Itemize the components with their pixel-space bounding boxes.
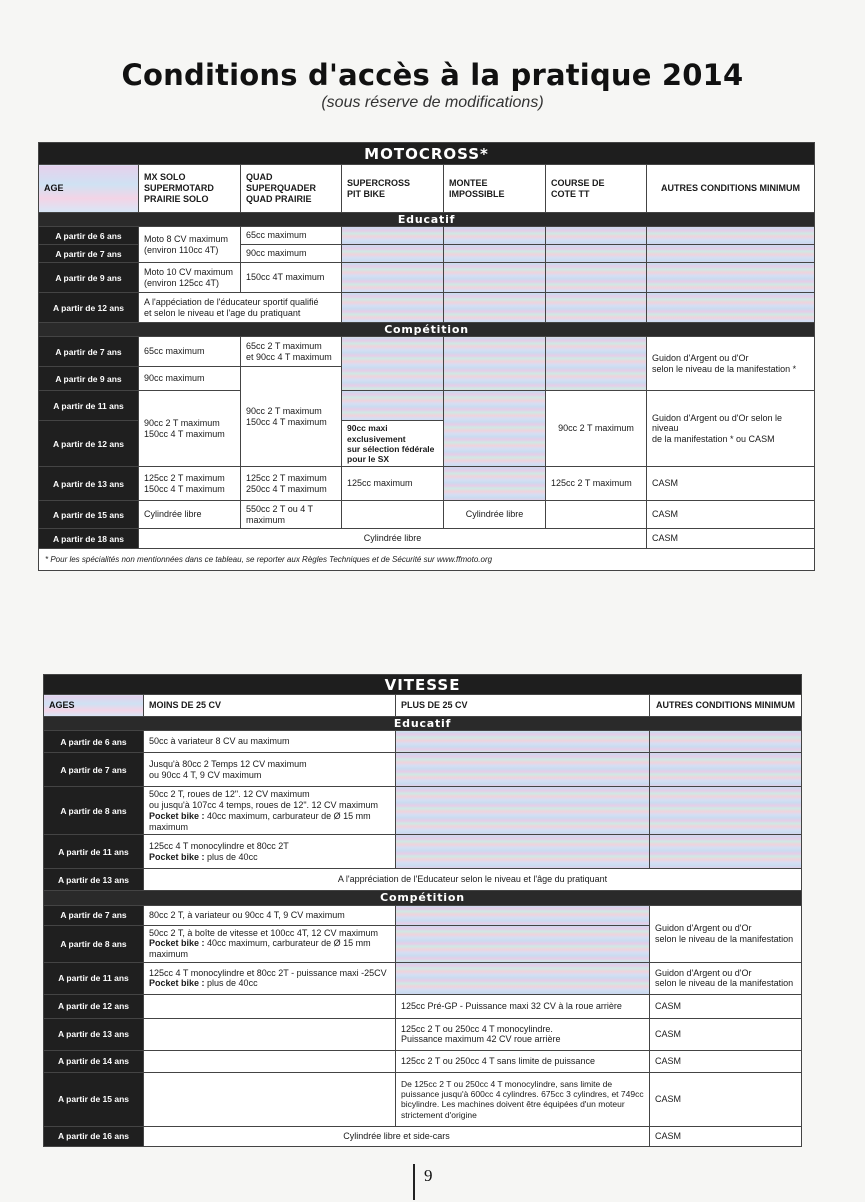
empty-cell — [342, 227, 444, 245]
table-cell — [144, 787, 396, 835]
header-ages: AGES — [44, 695, 144, 717]
age-label: A partir de 6 ans — [39, 227, 139, 245]
cell-text: plus de 40cc — [204, 851, 258, 862]
age-label: A partir de 11 ans — [44, 835, 144, 869]
empty-cell — [546, 245, 647, 263]
cell-text: 125cc 4 T monocylindre et 80cc 2T - puissance maxi -25CV — [149, 967, 387, 978]
table-cell: CASM — [650, 1126, 802, 1146]
page-subtitle: (sous réserve de modifications) — [321, 94, 544, 111]
table-cell: Guidon d'Argent ou d'Or selon le niveau de la manifestation * ou CASM — [647, 391, 815, 467]
table-cell — [144, 962, 396, 994]
table-cell: CASM — [650, 1050, 802, 1072]
table-cell: 65cc maximum — [241, 227, 342, 245]
table-cell: 550cc 2 T ou 4 T maximum — [241, 501, 342, 529]
age-label: A partir de 12 ans — [44, 994, 144, 1018]
table-cell: 80cc 2 T, à variateur ou 90cc 4 T, 9 CV maximum — [144, 905, 396, 925]
table-cell: CASM — [650, 1018, 802, 1050]
table-cell: 125cc 2 T maximum 150cc 4 T maximum — [139, 467, 241, 501]
header-supercross: SUPERCROSS PIT BIKE — [342, 165, 444, 213]
empty-cell — [444, 293, 546, 323]
pocket-bike-label: Pocket bike : — [149, 810, 205, 821]
footnote: * Pour les spécialités non mentionnées dans ce tableau, se reporter aux Règles Techniques et de Sécurité sur www.ffmoto.org — [39, 549, 815, 571]
header-autres-conditions: AUTRES CONDITIONS MINIMUM — [650, 695, 802, 717]
table-cell: CASM — [650, 1072, 802, 1126]
table-cell: CASM — [647, 501, 815, 529]
age-label: A partir de 8 ans — [44, 787, 144, 835]
age-label: A partir de 14 ans — [44, 1050, 144, 1072]
age-label: A partir de 15 ans — [44, 1072, 144, 1126]
table-cell: Guidon d'Argent ou d'Or selon le niveau de la manifestation * — [647, 337, 815, 391]
section-educatif: Educatif — [39, 213, 815, 227]
empty-cell — [546, 227, 647, 245]
age-label: A partir de 18 ans — [39, 529, 139, 549]
empty-cell — [144, 1050, 396, 1072]
empty-cell — [396, 962, 650, 994]
age-label: A partir de 16 ans — [44, 1126, 144, 1146]
empty-cell — [444, 245, 546, 263]
age-label: A partir de 13 ans — [44, 1018, 144, 1050]
table-cell: 50cc à variateur 8 CV au maximum — [144, 731, 396, 753]
table-cell: Jusqu'à 80cc 2 Temps 12 CV maximum ou 90cc 4 T, 9 CV maximum — [144, 753, 396, 787]
cell-text: 125cc 4 T monocylindre et 80cc 2T — [149, 841, 289, 852]
section-educatif: Educatif — [44, 717, 802, 731]
empty-cell — [546, 337, 647, 391]
vitesse-table — [43, 674, 802, 1147]
pocket-bike-label: Pocket bike : — [149, 851, 205, 862]
empty-cell — [647, 227, 815, 245]
empty-cell — [650, 787, 802, 835]
motocross-table — [38, 142, 815, 571]
table-cell: 90cc maxi exclusivement sur sélection fédérale pour le SX — [342, 421, 444, 467]
age-label: A partir de 6 ans — [44, 731, 144, 753]
header-autres-conditions: AUTRES CONDITIONS MINIMUM — [647, 165, 815, 213]
header-moins-25cv: MOINS DE 25 CV — [144, 695, 396, 717]
section-competition: Compétition — [39, 323, 815, 337]
table-cell: CASM — [647, 529, 815, 549]
empty-cell — [444, 263, 546, 293]
empty-cell — [647, 263, 815, 293]
table-cell: 125cc Pré-GP - Puissance maxi 32 CV à la roue arrière — [396, 994, 650, 1018]
table-cell: A l'appréciation de l'Educateur selon le niveau et l'âge du pratiquant — [144, 869, 802, 891]
empty-cell — [144, 1018, 396, 1050]
empty-cell — [342, 293, 444, 323]
empty-cell — [546, 501, 647, 529]
table-cell: 90cc maximum — [241, 245, 342, 263]
table-cell: 125cc maximum — [342, 467, 444, 501]
cell-text: 50cc 2 T, roues de 12". 12 CV maximum ou jusqu'à 107cc 4 temps, roues de 12". 12 CV maximum — [149, 789, 379, 810]
age-label: A partir de 8 ans — [44, 925, 144, 962]
age-label: A partir de 15 ans — [39, 501, 139, 529]
empty-cell — [144, 1072, 396, 1126]
table-cell: 90cc 2 T maximum 150cc 4 T maximum — [139, 391, 241, 467]
table-cell: A l'appéciation de l'éducateur sportif qualifié et selon le niveau et l'age du pratiquant — [139, 293, 342, 323]
table-cell: Cylindrée libre — [139, 529, 647, 549]
age-label: A partir de 7 ans — [39, 337, 139, 367]
table-cell: CASM — [647, 467, 815, 501]
age-label: A partir de 12 ans — [39, 421, 139, 467]
table-cell — [144, 835, 396, 869]
table-cell: Guidon d'Argent ou d'Or selon le niveau de la manifestation — [650, 905, 802, 962]
pocket-bike-label: Pocket bike : — [149, 978, 205, 989]
table-cell: 125cc 2 T maximum 250cc 4 T maximum — [241, 467, 342, 501]
empty-cell — [396, 835, 650, 869]
age-label: A partir de 12 ans — [39, 293, 139, 323]
table-cell: 90cc maximum — [139, 367, 241, 391]
empty-cell — [342, 337, 444, 391]
age-label: A partir de 7 ans — [44, 905, 144, 925]
empty-cell — [647, 293, 815, 323]
age-label: A partir de 13 ans — [44, 869, 144, 891]
empty-cell — [546, 263, 647, 293]
table-cell: Cylindrée libre — [139, 501, 241, 529]
empty-cell — [396, 925, 650, 962]
table-cell: CASM — [650, 994, 802, 1018]
empty-cell — [444, 467, 546, 501]
cell-text: 50cc 2 T, à boîte de vitesse et 100cc 4T, 12 CV maximum — [149, 927, 378, 938]
empty-cell — [444, 337, 546, 391]
empty-cell — [647, 245, 815, 263]
table-cell: 65cc 2 T maximum et 90cc 4 T maximum — [241, 337, 342, 367]
table-cell: 125cc 2 T ou 250cc 4 T monocylindre. Puissance maximum 42 CV roue arrière — [396, 1018, 650, 1050]
cell-text: 40cc maximum, carburateur de Ø 15 mm maximum — [149, 938, 371, 960]
age-label: A partir de 11 ans — [44, 962, 144, 994]
header-plus-25cv: PLUS DE 25 CV — [396, 695, 650, 717]
table-cell: 125cc 2 T ou 250cc 4 T sans limite de puissance — [396, 1050, 650, 1072]
header-montee-impossible: MONTEE IMPOSSIBLE — [444, 165, 546, 213]
cell-text: plus de 40cc — [204, 978, 258, 989]
header-quad: QUAD SUPERQUADER QUAD PRAIRIE — [241, 165, 342, 213]
header-age: AGE — [39, 165, 139, 213]
age-label: A partir de 13 ans — [39, 467, 139, 501]
empty-cell — [396, 753, 650, 787]
cell-text: 40cc maximum, carburateur de Ø 15 mm maximum — [149, 810, 371, 832]
empty-cell — [650, 731, 802, 753]
table-cell: Moto 8 CV maximum (environ 110cc 4T) — [139, 227, 241, 263]
page-number-rule — [413, 1164, 415, 1200]
table-cell: 65cc maximum — [139, 337, 241, 367]
empty-cell — [342, 263, 444, 293]
empty-cell — [342, 245, 444, 263]
table-cell: De 125cc 2 T ou 250cc 4 T monocylindre, sans limite de puissance jusqu'à 600cc 4 cylindres. 675cc 3 cylindres, et 749cc bicylindre. Les machines doivent être équipées d'un moteur strictement d'origine — [396, 1072, 650, 1126]
age-label: A partir de 11 ans — [39, 391, 139, 421]
header-course-de-cote: COURSE DE COTE TT — [546, 165, 647, 213]
table-cell — [144, 925, 396, 962]
age-label: A partir de 7 ans — [39, 245, 139, 263]
table-cell: 150cc 4T maximum — [241, 263, 342, 293]
table-cell: Cylindrée libre — [444, 501, 546, 529]
page-title: Conditions d'accès à la pratique 2014 — [121, 58, 744, 92]
section-competition: Compétition — [44, 891, 802, 905]
age-label: A partir de 7 ans — [44, 753, 144, 787]
page-number: 9 — [424, 1166, 433, 1185]
empty-cell — [444, 391, 546, 467]
age-label: A partir de 9 ans — [39, 367, 139, 391]
empty-cell — [396, 905, 650, 925]
empty-cell — [342, 391, 444, 421]
table-cell: 90cc 2 T maximum 150cc 4 T maximum — [241, 367, 342, 467]
header-mx-solo: MX SOLO SUPERMOTARD PRAIRIE SOLO — [139, 165, 241, 213]
pocket-bike-label: Pocket bike : — [149, 938, 205, 949]
table-cell: 90cc 2 T maximum — [546, 391, 647, 467]
empty-cell — [342, 501, 444, 529]
motocross-title: MOTOCROSS* — [39, 143, 815, 165]
empty-cell — [396, 731, 650, 753]
empty-cell — [444, 227, 546, 245]
empty-cell — [396, 787, 650, 835]
table-cell: Guidon d'Argent ou d'Or selon le niveau de la manifestation — [650, 962, 802, 994]
empty-cell — [546, 293, 647, 323]
empty-cell — [144, 994, 396, 1018]
vitesse-title: VITESSE — [44, 675, 802, 695]
empty-cell — [650, 835, 802, 869]
table-cell: 125cc 2 T maximum — [546, 467, 647, 501]
empty-cell — [650, 753, 802, 787]
age-label: A partir de 9 ans — [39, 263, 139, 293]
table-cell: Cylindrée libre et side-cars — [144, 1126, 650, 1146]
table-cell: Moto 10 CV maximum (environ 125cc 4T) — [139, 263, 241, 293]
